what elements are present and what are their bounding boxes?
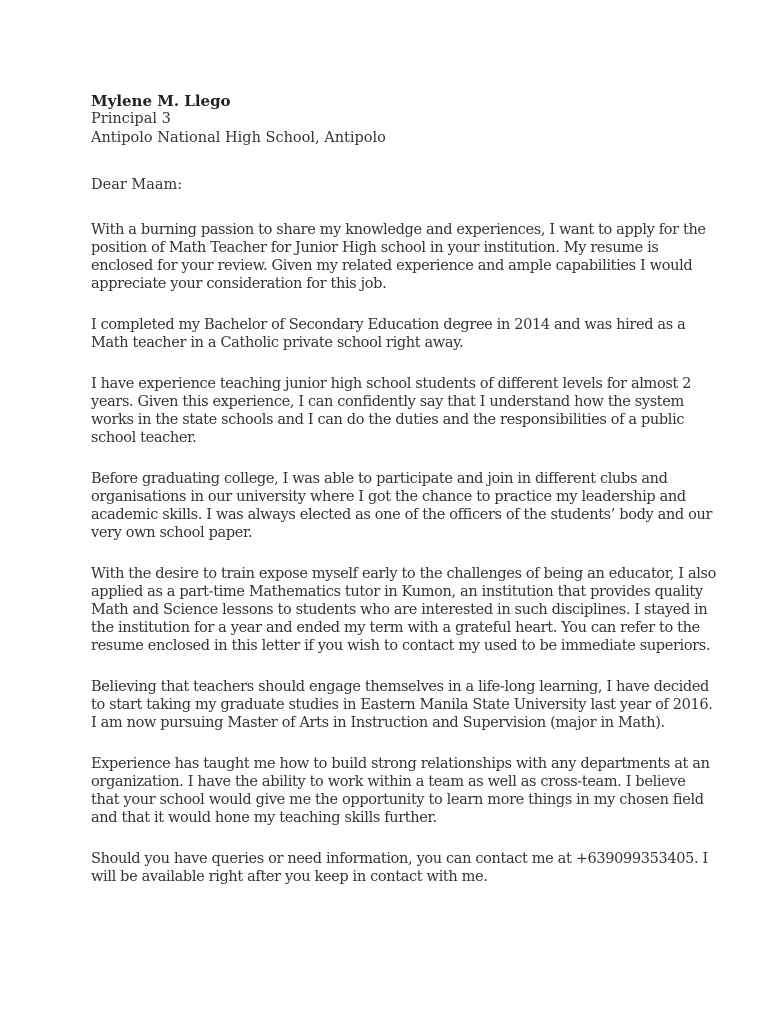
paragraph-line: Math and Science lessons to students who are interested in such disciplines. I stayed in xyxy=(91,602,708,618)
paragraph-line: years. Given this experience, I can confidently say that I understand how the system xyxy=(91,394,684,410)
recipient-name: Mylene M. Llego xyxy=(91,92,231,110)
paragraph-line: enclosed for your review. Given my related experience and ample capabilities I would xyxy=(91,258,693,274)
paragraph-line: Believing that teachers should engage themselves in a life-long learning, I have decided xyxy=(91,679,709,695)
paragraph-line: resume enclosed in this letter if you wish to contact my used to be immediate superiors. xyxy=(91,638,711,654)
body-paragraph-4 xyxy=(91,470,713,542)
body-paragraph-6 xyxy=(91,678,713,732)
paragraph-line: organisations in our university where I got the chance to practice my leadership and xyxy=(91,489,686,505)
paragraph-line: With the desire to train expose myself early to the challenges of being an educator, I also xyxy=(91,566,716,582)
body-paragraph-3 xyxy=(91,375,708,447)
body-paragraph-2 xyxy=(91,316,708,352)
paragraph-line: Math teacher in a Catholic private school right away. xyxy=(91,335,464,351)
body-paragraph-1 xyxy=(91,221,708,293)
paragraph-line: will be available right after you keep in contact with me. xyxy=(91,869,488,885)
paragraph-line: works in the state schools and I can do the duties and the responsibilities of a public xyxy=(91,412,685,428)
paragraph-line: applied as a part-time Mathematics tutor in Kumon, an institution that provides quality xyxy=(91,584,703,600)
paragraph-line: organization. I have the ability to work within a team as well as cross-team. I believe xyxy=(91,774,686,790)
paragraph-line: that your school would give me the opportunity to learn more things in my chosen field xyxy=(91,792,704,808)
paragraph-line: academic skills. I was always elected as one of the officers of the students’ body and our xyxy=(91,507,713,523)
paragraph-line: I completed my Bachelor of Secondary Education degree in 2014 and was hired as a xyxy=(91,317,686,333)
paragraph-line: very own school paper. xyxy=(91,525,253,541)
paragraph-line: position of Math Teacher for Junior High school in your institution. My resume is xyxy=(91,240,659,256)
paragraph-line: the institution for a year and ended my term with a grateful heart. You can refer to the xyxy=(91,620,700,636)
paragraph-line: appreciate your consideration for this job. xyxy=(91,276,387,292)
paragraph-line: I am now pursuing Master of Arts in Instruction and Supervision (major in Math). xyxy=(91,715,665,731)
recipient-title: Principal 3 xyxy=(91,111,171,127)
paragraph-line: to start taking my graduate studies in Eastern Manila State University last year of 2016. xyxy=(91,697,713,713)
paragraph-line: Experience has taught me how to build strong relationships with any departments at an xyxy=(91,756,710,772)
paragraph-line: I have experience teaching junior high school students of different levels for almost 2 xyxy=(91,376,692,392)
salutation: Dear Maam: xyxy=(91,177,183,193)
body-paragraph-8 xyxy=(91,850,708,886)
paragraph-line: school teacher. xyxy=(91,430,197,446)
paragraph-line: With a burning passion to share my knowledge and experiences, I want to apply for the xyxy=(91,222,706,238)
body-paragraph-5 xyxy=(91,565,716,655)
paragraph-line: Should you have queries or need information, you can contact me at +639099353405. I xyxy=(91,851,708,867)
body-paragraph-7 xyxy=(91,755,708,827)
paragraph-line: Before graduating college, I was able to participate and join in different clubs and xyxy=(91,471,668,487)
recipient-block xyxy=(91,92,708,148)
recipient-school: Antipolo National High School, Antipolo xyxy=(91,130,386,146)
paragraph-line: and that it would hone my teaching skills further. xyxy=(91,810,437,826)
